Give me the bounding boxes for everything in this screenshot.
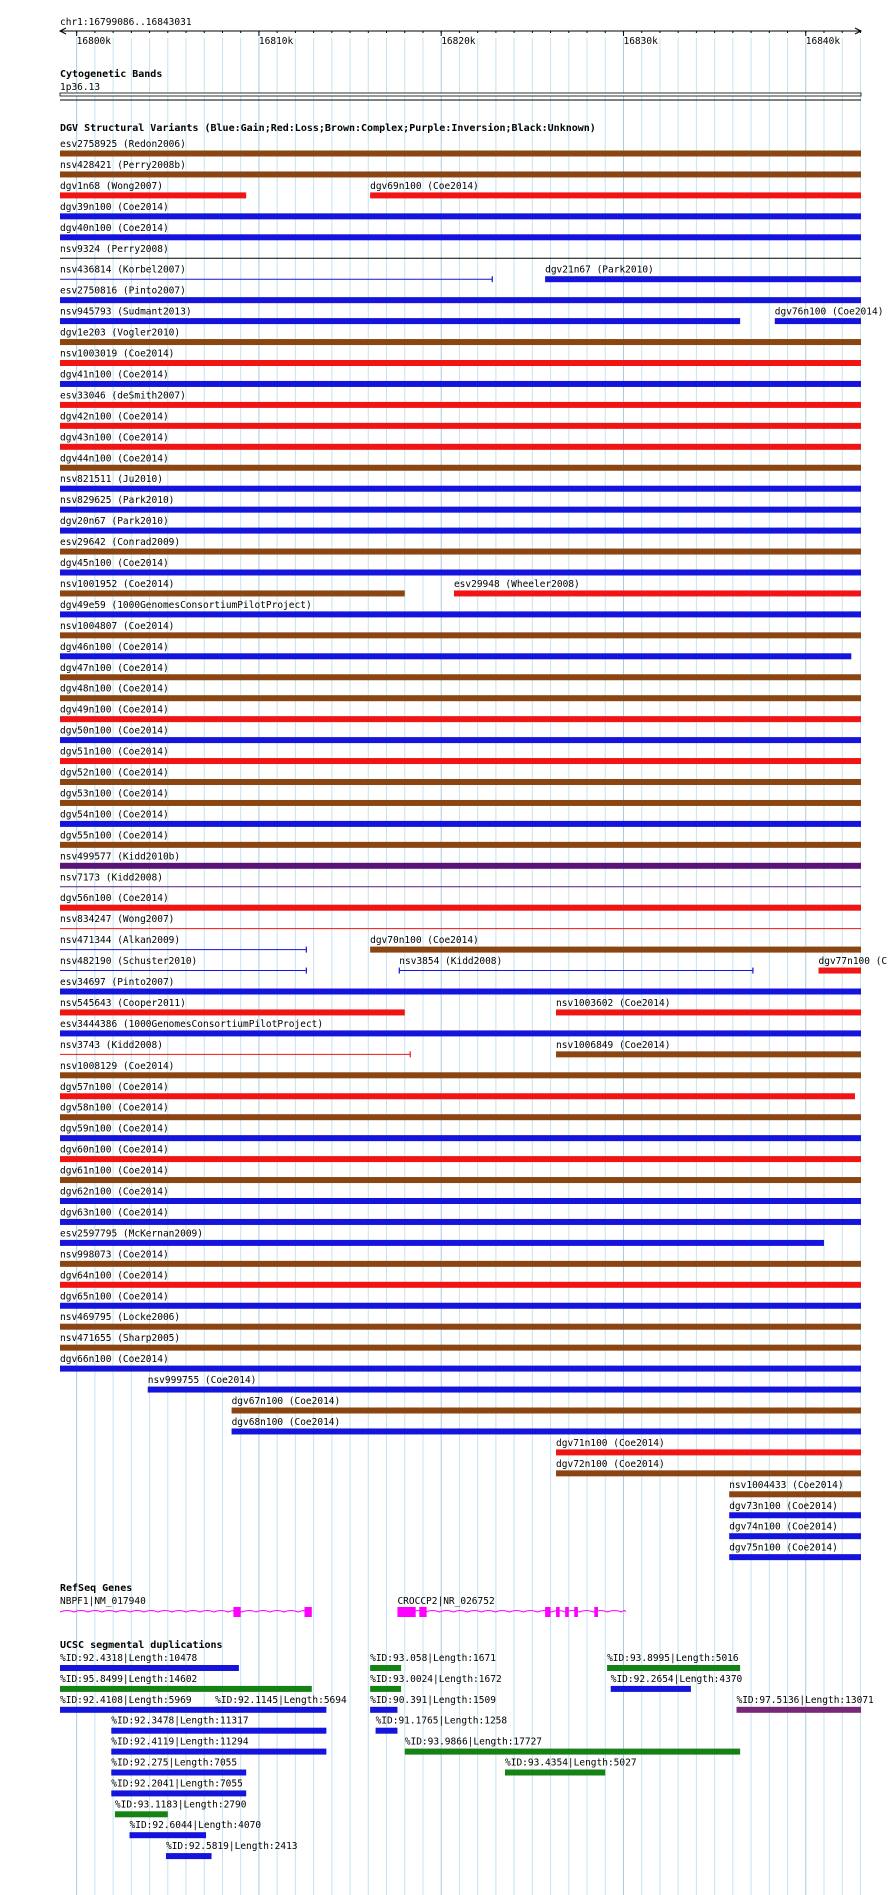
variant-bar[interactable] — [60, 1072, 861, 1078]
variant-label[interactable]: esv3444386 (1000GenomesConsortiumPilotProject) — [60, 1018, 324, 1030]
ruler-tick-label: 16830k — [623, 36, 658, 47]
variant-label[interactable]: dgv49e59 (1000GenomesConsortiumPilotProject) — [60, 599, 312, 611]
variant-bar[interactable] — [60, 758, 861, 764]
variant-label[interactable]: dgv47n100 (Coe2014) — [60, 662, 169, 674]
variant-bar[interactable] — [545, 276, 861, 282]
ruler-tick-label: 16810k — [258, 36, 294, 47]
variant-bar[interactable] — [60, 1156, 861, 1162]
variant-label[interactable]: dgv73n100 (Coe2014) — [729, 1500, 838, 1512]
segdup-bar[interactable] — [111, 1790, 246, 1796]
segdup-label[interactable]: %ID:92.2654|Length:4370 — [610, 1673, 743, 1685]
variant-bar[interactable] — [60, 800, 861, 806]
segdup-bar[interactable] — [60, 1665, 239, 1671]
variant-label[interactable]: dgv62n100 (Coe2014) — [60, 1186, 169, 1198]
variant-label[interactable]: nsv499577 (Kidd2010b) — [60, 851, 181, 863]
variant-bar[interactable] — [60, 1093, 855, 1099]
variant-bar[interactable] — [60, 716, 861, 722]
segdup-label[interactable]: %ID:93.8995|Length:5016 — [607, 1653, 739, 1664]
variant-label[interactable]: nsv545643 (Cooper2011) — [60, 997, 186, 1009]
variant-label[interactable]: dgv39n100 (Coe2014) — [60, 201, 169, 213]
segdup-bar[interactable] — [505, 1770, 605, 1776]
variant-label[interactable]: esv33046 (deSmith2007) — [60, 390, 186, 402]
variant-label[interactable]: dgv56n100 (Coe2014) — [60, 893, 169, 905]
variant-label[interactable]: esv29642 (Conrad2009) — [60, 537, 181, 549]
variant-bar[interactable] — [60, 192, 246, 198]
gene-exon[interactable] — [419, 1607, 426, 1617]
variant-bar[interactable] — [60, 1282, 861, 1288]
variant-label[interactable]: dgv55n100 (Coe2014) — [60, 830, 169, 842]
variant-label[interactable]: dgv54n100 (Coe2014) — [60, 809, 169, 821]
variant-label[interactable]: nsv469795 (Locke2006) — [60, 1312, 181, 1324]
variant-label[interactable]: nsv9324 (Perry2008) — [60, 243, 169, 255]
variant-bar[interactable] — [60, 1240, 824, 1246]
variant-label[interactable]: dgv45n100 (Coe2014) — [60, 558, 169, 569]
segdup-bar[interactable] — [370, 1707, 397, 1713]
position-label: chr1:16799086..16843031 — [60, 17, 192, 28]
variant-label[interactable]: nsv436814 (Korbel2007) — [60, 264, 186, 276]
variant-label[interactable]: nsv1004433 (Coe2014) — [729, 1479, 844, 1491]
variant-bar[interactable] — [60, 444, 861, 450]
variant-label[interactable]: dgv44n100 (Coe2014) — [60, 453, 169, 465]
variant-label[interactable]: nsv1001952 (Coe2014) — [60, 578, 175, 590]
variant-label[interactable]: dgv69n100 (Coe2014) — [370, 180, 479, 192]
variant-label[interactable]: dgv51n100 (Coe2014) — [60, 746, 169, 758]
variant-label[interactable]: dgv61n100 (Coe2014) — [60, 1165, 169, 1177]
gene-intron-line[interactable] — [397, 1611, 625, 1613]
cytoband-bar — [60, 93, 861, 96]
variant-label[interactable]: dgv77n100 (C — [818, 956, 888, 968]
segdup-bar[interactable] — [736, 1707, 861, 1713]
variant-label[interactable]: nsv471655 (Sharp2005) — [60, 1333, 181, 1345]
variant-bar[interactable] — [556, 1449, 861, 1455]
variant-bar[interactable] — [729, 1491, 861, 1497]
variant-label[interactable]: dgv57n100 (Coe2014) — [60, 1081, 169, 1093]
variant-label[interactable]: dgv60n100 (Coe2014) — [60, 1144, 169, 1156]
variant-label[interactable]: nsv471344 (Alkan2009) — [60, 935, 181, 947]
cytoband-title: Cytogenetic Bands — [60, 69, 163, 80]
variant-label[interactable]: nsv999755 (Coe2014) — [147, 1375, 257, 1387]
variant-bar[interactable] — [60, 297, 861, 303]
variant-label[interactable]: dgv43n100 (Coe2014) — [60, 432, 169, 444]
variant-label[interactable]: nsv1003019 (Coe2014) — [60, 348, 175, 360]
segdup-bar[interactable] — [130, 1832, 207, 1838]
variant-label[interactable]: nsv7173 (Kidd2008) — [60, 872, 163, 884]
variant-label[interactable]: esv2597795 (McKernan2009) — [60, 1228, 203, 1240]
variant-label[interactable]: dgv72n100 (Coe2014) — [556, 1458, 665, 1470]
variant-bar[interactable] — [819, 968, 861, 974]
variant-bar[interactable] — [60, 1135, 861, 1141]
segdup-bar[interactable] — [166, 1853, 212, 1859]
variant-label[interactable]: dgv63n100 (Coe2014) — [60, 1207, 169, 1219]
variant-label[interactable]: nsv1006849 (Coe2014) — [556, 1039, 671, 1051]
segdup-label[interactable]: %ID:92.6044|Length:4070 — [129, 1820, 262, 1832]
variant-bar[interactable] — [60, 1366, 861, 1372]
variant-bar[interactable] — [60, 632, 861, 638]
variant-bar[interactable] — [729, 1512, 861, 1518]
variant-bar[interactable] — [60, 360, 861, 366]
variant-label[interactable]: nsv1003602 (Coe2014) — [556, 997, 671, 1009]
variant-bar[interactable] — [556, 1051, 861, 1057]
ruler-tick-label: 16840k — [805, 36, 841, 47]
segdup-label[interactable]: %ID:91.1765|Length:1258 — [375, 1715, 508, 1727]
variant-label[interactable]: dgv76n100 (Coe2014) — [774, 306, 884, 318]
gene-exon[interactable] — [574, 1607, 578, 1617]
variant-label[interactable]: dgv75n100 (Coe2014) — [729, 1542, 838, 1554]
gene-label[interactable]: NBPF1|NM_017940 — [60, 1596, 146, 1607]
segdup-bar[interactable] — [111, 1728, 326, 1734]
segdup-label[interactable]: %ID:92.4318|Length:10478 — [60, 1653, 198, 1664]
variant-bar[interactable] — [60, 1261, 861, 1267]
segdup-bar[interactable] — [370, 1686, 401, 1692]
variant-bar[interactable] — [60, 1009, 405, 1015]
variant-label[interactable]: dgv48n100 (Coe2014) — [60, 683, 169, 695]
variant-label[interactable]: dgv65n100 (Coe2014) — [60, 1291, 169, 1303]
segdup-label[interactable]: %ID:93.4354|Length:5027 — [505, 1757, 637, 1769]
segdup-bar[interactable] — [111, 1749, 326, 1755]
gene-exon[interactable] — [556, 1607, 560, 1617]
segdup-label[interactable]: %ID:92.4119|Length:11294 — [111, 1736, 249, 1748]
ruler-tick-label: 16800k — [76, 36, 111, 47]
variant-bar[interactable] — [60, 381, 861, 387]
segdup-bar[interactable] — [611, 1686, 691, 1692]
variant-bar[interactable] — [60, 590, 405, 596]
variant-label[interactable]: esv2750816 (Pinto2007) — [60, 285, 186, 297]
variant-label[interactable]: dgv68n100 (Coe2014) — [231, 1416, 341, 1428]
variant-bar[interactable] — [556, 1009, 861, 1015]
variant-bar[interactable] — [60, 695, 861, 701]
variant-bar[interactable] — [60, 549, 861, 555]
variant-bar[interactable] — [60, 486, 861, 492]
variant-bar[interactable] — [60, 465, 861, 471]
variant-label[interactable]: nsv829625 (Park2010) — [60, 495, 175, 507]
variant-label[interactable]: dgv49n100 (Coe2014) — [60, 704, 169, 716]
dgv-track-title: DGV Structural Variants (Blue:Gain;Red:Loss;Brown:Complex;Purple:Inversion;Black:Unknown) — [60, 123, 596, 134]
variant-label[interactable]: nsv3854 (Kidd2008) — [399, 956, 503, 968]
segdup-bar[interactable] — [60, 1686, 312, 1692]
variant-bar[interactable] — [60, 863, 861, 869]
variant-bar[interactable] — [60, 779, 861, 785]
variant-bar[interactable] — [60, 737, 861, 743]
segdup-bar[interactable] — [60, 1707, 239, 1713]
variant-bar[interactable] — [60, 402, 861, 408]
variant-label[interactable]: dgv46n100 (Coe2014) — [60, 641, 169, 653]
segdup-label[interactable]: %ID:92.3478|Length:11317 — [111, 1715, 249, 1727]
variant-label[interactable]: dgv52n100 (Coe2014) — [60, 767, 169, 779]
variant-label[interactable]: dgv67n100 (Coe2014) — [231, 1396, 341, 1407]
variant-bar[interactable] — [60, 1030, 861, 1036]
segdup-bar[interactable] — [111, 1770, 246, 1776]
cytoband-label: 1p36.13 — [60, 82, 101, 93]
variant-bar[interactable] — [60, 1324, 861, 1330]
variant-label[interactable]: nsv1004807 (Coe2014) — [60, 620, 175, 632]
variant-label[interactable]: nsv834247 (Wong2007) — [60, 914, 175, 926]
segdup-bar[interactable] — [215, 1707, 326, 1713]
variant-bar[interactable] — [232, 1408, 861, 1414]
ruler-tick-label: 16820k — [441, 36, 476, 47]
variant-bar[interactable] — [729, 1533, 861, 1539]
variant-label[interactable]: nsv821511 (Ju2010) — [60, 474, 163, 486]
variant-bar[interactable] — [60, 1345, 861, 1351]
variant-bar[interactable] — [148, 1387, 861, 1393]
variant-label[interactable]: dgv1e203 (Vogler2010) — [60, 327, 181, 339]
variant-bar[interactable] — [60, 213, 861, 219]
gene-exon[interactable] — [545, 1607, 550, 1617]
gene-exon[interactable] — [397, 1607, 415, 1617]
variant-label[interactable]: dgv74n100 (Coe2014) — [729, 1521, 838, 1533]
variant-bar[interactable] — [60, 528, 861, 534]
segdup-label[interactable]: %ID:92.1145|Length:5694 — [215, 1694, 347, 1706]
variant-label[interactable]: nsv3743 (Kidd2008) — [60, 1039, 163, 1051]
segdup-label[interactable]: %ID:95.8499|Length:14602 — [60, 1673, 198, 1685]
variant-bar[interactable] — [60, 1114, 861, 1120]
segdup-label[interactable]: %ID:93.0024|Length:1672 — [370, 1673, 502, 1685]
variant-bar[interactable] — [775, 318, 861, 324]
segdup-bar[interactable] — [405, 1749, 740, 1755]
refseq-track-title: RefSeq Genes — [60, 1583, 133, 1594]
variant-bar[interactable] — [60, 653, 851, 659]
segdup-label[interactable]: %ID:93.1183|Length:2790 — [114, 1799, 247, 1811]
segdup-label[interactable]: %ID:92.2041|Length:7055 — [111, 1778, 243, 1790]
variant-bar[interactable] — [60, 1303, 861, 1309]
variant-bar[interactable] — [60, 1198, 861, 1204]
segdup-label[interactable]: %ID:90.391|Length:1509 — [370, 1694, 496, 1706]
variant-bar[interactable] — [60, 842, 861, 848]
segdup-bar[interactable] — [607, 1665, 740, 1671]
variant-label[interactable]: esv29948 (Wheeler2008) — [453, 578, 580, 590]
variant-label[interactable]: dgv20n67 (Park2010) — [60, 516, 169, 528]
gene-exon[interactable] — [594, 1607, 598, 1617]
segdup-label[interactable]: %ID:97.5136|Length:13071 — [736, 1694, 874, 1706]
variant-bar[interactable] — [60, 821, 861, 827]
segdup-track-title: UCSC segmental duplications — [60, 1640, 223, 1651]
variant-bar[interactable] — [60, 570, 861, 576]
variant-label[interactable]: nsv428421 (Perry2008b) — [60, 159, 186, 171]
segdup-bar[interactable] — [370, 1665, 401, 1671]
variant-label[interactable]: dgv64n100 (Coe2014) — [60, 1270, 169, 1282]
variant-label[interactable]: dgv40n100 (Coe2014) — [60, 222, 169, 234]
variant-bar[interactable] — [370, 947, 861, 953]
variant-bar[interactable] — [454, 590, 861, 596]
segdup-label[interactable]: %ID:92.4108|Length:5969 — [60, 1694, 192, 1706]
variant-label[interactable]: dgv59n100 (Coe2014) — [60, 1123, 169, 1135]
variant-bar[interactable] — [60, 1177, 861, 1183]
variant-label[interactable]: dgv21n67 (Park2010) — [545, 264, 654, 276]
gene-exon[interactable] — [305, 1607, 312, 1617]
gene-label[interactable]: CROCCP2|NR_026752 — [397, 1596, 495, 1607]
segdup-label[interactable]: %ID:93.058|Length:1671 — [370, 1653, 496, 1664]
segdup-bar[interactable] — [115, 1811, 168, 1817]
variant-label[interactable]: nsv482190 (Schuster2010) — [60, 956, 198, 968]
variant-bar[interactable] — [60, 234, 861, 240]
variant-label[interactable]: dgv1n68 (Wong2007) — [60, 180, 163, 192]
segdup-label[interactable]: %ID:93.9866|Length:17727 — [404, 1736, 543, 1748]
variant-bar[interactable] — [556, 1470, 861, 1476]
variant-bar[interactable] — [60, 151, 861, 157]
variant-label[interactable]: dgv66n100 (Coe2014) — [60, 1354, 169, 1366]
variant-bar[interactable] — [60, 318, 740, 324]
gene-exon[interactable] — [233, 1607, 240, 1617]
variant-label[interactable]: dgv50n100 (Coe2014) — [60, 725, 169, 737]
variant-bar[interactable] — [60, 989, 861, 995]
gene-exon[interactable] — [565, 1607, 569, 1617]
variant-label[interactable]: nsv945793 (Sudmant2013) — [60, 306, 192, 318]
segdup-label[interactable]: %ID:92.5819|Length:2413 — [165, 1841, 298, 1853]
variant-label[interactable]: dgv42n100 (Coe2014) — [60, 411, 169, 423]
variant-label[interactable]: dgv70n100 (Coe2014) — [370, 935, 479, 947]
variant-label[interactable]: dgv71n100 (Coe2014) — [556, 1437, 665, 1449]
variant-label[interactable]: dgv41n100 (Coe2014) — [60, 369, 169, 381]
variant-bar[interactable] — [729, 1554, 861, 1560]
variant-label[interactable]: nsv1008129 (Coe2014) — [60, 1060, 175, 1072]
variant-bar[interactable] — [232, 1428, 861, 1434]
segdup-bar[interactable] — [376, 1728, 398, 1734]
variant-bar[interactable] — [60, 171, 861, 177]
variant-label[interactable]: dgv58n100 (Coe2014) — [60, 1102, 169, 1114]
segdup-label[interactable]: %ID:92.275|Length:7055 — [111, 1757, 238, 1769]
variant-bar[interactable] — [60, 611, 861, 617]
variant-bar[interactable] — [370, 192, 861, 198]
variant-bar[interactable] — [60, 339, 861, 345]
variant-bar[interactable] — [60, 507, 861, 513]
variant-bar[interactable] — [60, 905, 861, 911]
variant-label[interactable]: esv2758925 (Redon2006) — [60, 139, 186, 150]
variant-bar[interactable] — [60, 423, 861, 429]
variant-label[interactable]: esv34697 (Pinto2007) — [60, 977, 175, 988]
variant-bar[interactable] — [60, 1219, 861, 1225]
variant-label[interactable]: dgv53n100 (Coe2014) — [60, 788, 169, 800]
variant-label[interactable]: nsv998073 (Coe2014) — [60, 1249, 169, 1261]
variant-bar[interactable] — [60, 674, 861, 680]
